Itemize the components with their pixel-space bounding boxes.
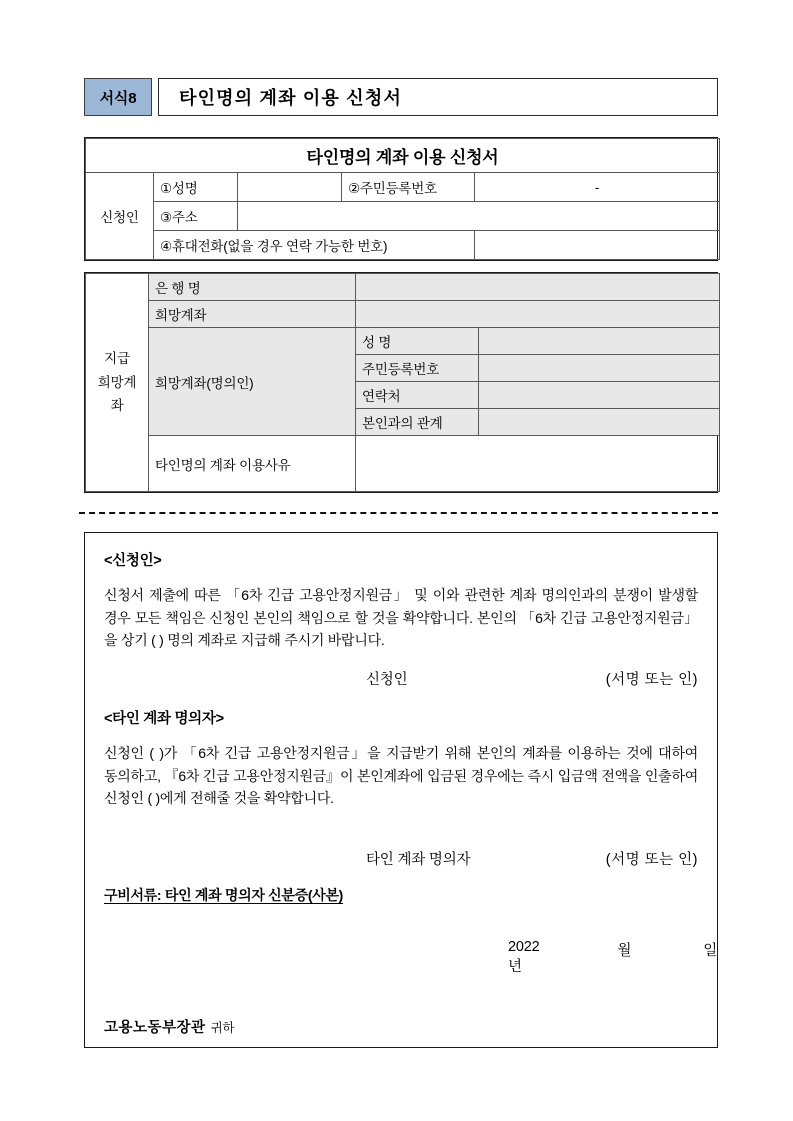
applicant-signature-line bbox=[104, 668, 698, 689]
bank-name-label: 은 행 명 bbox=[149, 274, 356, 301]
account-table bbox=[85, 273, 720, 492]
applicant-address-label: ③주소 bbox=[154, 202, 238, 231]
account-section bbox=[84, 272, 718, 493]
table-row bbox=[86, 173, 720, 202]
applicant-rrn-value[interactable]: - bbox=[475, 173, 720, 202]
holder-contact-value[interactable] bbox=[479, 382, 720, 409]
addressee-organization: 고용노동부장관 bbox=[104, 1020, 206, 1037]
applicant-group-label: 신청인 bbox=[86, 173, 154, 260]
applicant-declaration-text: 신청서 제출에 따른 「6차 긴급 고용안정지원금」 및 이와 관련한 계좌 명의인과의 분쟁이 발생할 경우 모든 책임은 신청인 본인의 책임으로 할 것을 확약합니다. 본인의 「6차 긴급 고용안정지원금」을 상기 ( ) 명의 계좌로 지급해 주시기 바랍니다. bbox=[104, 587, 698, 649]
account-reason-label: 타인명의 계좌 이용사유 bbox=[149, 436, 356, 492]
applicant-name-label: ①성명 bbox=[154, 173, 238, 202]
holder-signature-mark[interactable]: (서명 또는 인) bbox=[605, 852, 698, 869]
table-row bbox=[86, 436, 720, 492]
addressee-honorific: 귀하 bbox=[210, 1021, 235, 1036]
declaration-section bbox=[84, 532, 718, 1048]
account-group-label-line1: 지급 bbox=[104, 351, 130, 367]
addressee-line bbox=[104, 1016, 698, 1037]
table-row bbox=[86, 139, 720, 173]
holder-signature-line bbox=[104, 848, 698, 869]
applicant-signature-label: 신청인 bbox=[366, 672, 408, 689]
spacer bbox=[104, 810, 698, 832]
holder-declaration-text: 신청인 ( )가 「6차 긴급 고용안정지원금」을 지급받기 위해 본인의 계좌를 이용하는 것에 대하여 동의하고, 『6차 긴급 고용안정지원금』이 본인계좌에 입금된 경우에는 즉시 입금액 전액을 인출하여 신청인 ( )에게 전해줄 것을 확약합니다. bbox=[104, 745, 698, 807]
table-row bbox=[86, 202, 720, 231]
account-number-value[interactable] bbox=[356, 301, 720, 328]
applicant-signature-mark[interactable]: (서명 또는 인) bbox=[605, 672, 698, 689]
table-row bbox=[86, 301, 720, 328]
applicant-declaration-heading: <신청인> bbox=[104, 553, 162, 569]
applicant-rrn-label: ②주민등록번호 bbox=[342, 173, 475, 202]
holder-rrn-label: 주민등록번호 bbox=[356, 355, 479, 382]
holder-contact-label: 연락처 bbox=[356, 382, 479, 409]
dashed-divider bbox=[79, 512, 718, 514]
date-month[interactable]: 월 bbox=[617, 943, 632, 960]
holder-name-value[interactable] bbox=[479, 328, 720, 355]
table-row bbox=[86, 231, 720, 260]
account-number-label: 희망계좌 bbox=[149, 301, 356, 328]
bank-name-value[interactable] bbox=[356, 274, 720, 301]
applicant-phone-value[interactable] bbox=[475, 231, 720, 260]
table-row bbox=[86, 274, 720, 301]
applicant-address-value[interactable] bbox=[238, 202, 720, 231]
holder-signature-label: 타인 계좌 명의자 bbox=[366, 852, 471, 869]
page-title: 타인명의 계좌 이용 신청서 bbox=[158, 78, 718, 116]
form-header bbox=[84, 78, 718, 116]
applicant-section bbox=[84, 137, 718, 261]
holder-rrn-value[interactable] bbox=[479, 355, 720, 382]
date-year[interactable]: 2022년 bbox=[508, 939, 540, 976]
account-holder-label: 희망계좌(명의인) bbox=[149, 328, 356, 436]
account-reason-value[interactable] bbox=[356, 436, 720, 492]
holder-declaration-heading: <타인 계좌 명의자> bbox=[104, 711, 224, 728]
applicant-table bbox=[85, 138, 720, 260]
date-line bbox=[104, 939, 718, 976]
holder-name-label: 성 명 bbox=[356, 328, 479, 355]
applicant-table-title: 타인명의 계좌 이용 신청서 bbox=[86, 139, 720, 173]
table-row bbox=[86, 328, 720, 355]
holder-relation-value[interactable] bbox=[479, 409, 720, 436]
holder-relation-label: 본인과의 관계 bbox=[356, 409, 479, 436]
required-documents-note: 구비서류: 타인 계좌 명의자 신분증(사본) bbox=[104, 887, 344, 904]
spacer bbox=[104, 689, 698, 707]
applicant-name-value[interactable] bbox=[238, 173, 342, 202]
account-group-label bbox=[86, 274, 149, 492]
date-day[interactable]: 일 bbox=[703, 943, 718, 960]
form-number-badge: 서식8 bbox=[84, 78, 152, 116]
applicant-phone-label: ④휴대전화(없을 경우 연락 가능한 번호) bbox=[154, 231, 475, 260]
account-group-label-line2: 희망계좌 bbox=[97, 374, 137, 414]
